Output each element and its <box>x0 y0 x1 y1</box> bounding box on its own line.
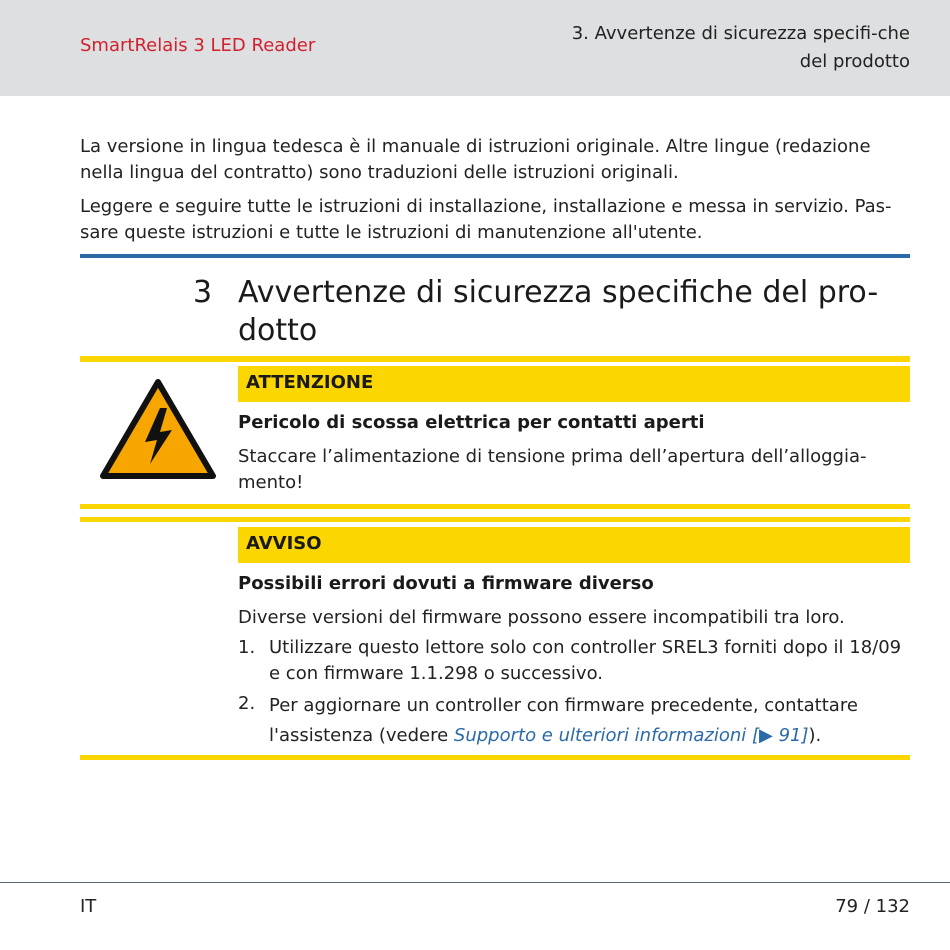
page-number: 79 / 132 <box>835 896 910 917</box>
warning-label: ATTENZIONE <box>246 372 374 393</box>
list-item-text-after: ). <box>808 725 822 746</box>
notice-label: AVVISO <box>246 533 322 554</box>
footer-divider <box>0 882 950 883</box>
section-reference: 3. Avvertenze di sicurezza specifi-che del prodotto <box>571 23 910 72</box>
notice-text: Diverse versioni del firmware possono essere incompatibili tra loro. <box>238 607 845 628</box>
warning-text: Staccare l’alimentazione di tensione prima dell’apertura dell’alloggia-mento! <box>238 446 867 493</box>
intro-paragraph-2: Leggere e seguire tutte le istruzioni di installazione, installazione e messa in servizio. Pas-sare queste istruzioni e tutte le istruzioni di manutenzione all'utente. <box>80 196 892 243</box>
warning-top-rule <box>80 356 910 362</box>
notice-banner <box>238 527 910 563</box>
list-item-text: Utilizzare questo lettore solo con controller SREL3 forniti dopo il 18/09 e con firmware 1.1.298 o successivo. <box>269 637 902 684</box>
support-link[interactable]: Supporto e ulteriori informazioni [▶ 91] <box>453 725 809 746</box>
notice-subtitle: Possibili errori dovuti a firmware diverso <box>238 573 654 594</box>
chapter-number: 3 <box>193 275 213 310</box>
chapter-title: Avvertenze di sicurezza specifiche del pro-dotto <box>238 275 879 348</box>
footer-language: IT <box>80 896 97 917</box>
list-item-number: 1. <box>238 637 256 658</box>
list-item-number: 2. <box>238 693 256 714</box>
page-header <box>0 0 950 96</box>
intro-paragraph-1: La versione in lingua tedesca è il manuale di istruzioni originale. Altre lingue (redazione nella lingua del contratto) sono traduzioni delle istruzioni originali. <box>80 136 871 183</box>
notice-top-rule <box>80 517 910 522</box>
warning-subtitle: Pericolo di scossa elettrica per contatti aperti <box>238 412 705 433</box>
list-item-text <box>269 691 910 751</box>
warning-bottom-rule <box>80 504 910 509</box>
notice-bottom-rule <box>80 755 910 760</box>
product-name: SmartRelais 3 LED Reader <box>80 35 316 56</box>
warning-banner <box>238 366 910 402</box>
list-item-text-before: Per aggiornare un controller con firmware precedente, contattare l'assistenza (vedere <box>269 695 858 746</box>
section-divider <box>80 254 910 258</box>
electric-shock-warning-icon <box>100 378 216 480</box>
